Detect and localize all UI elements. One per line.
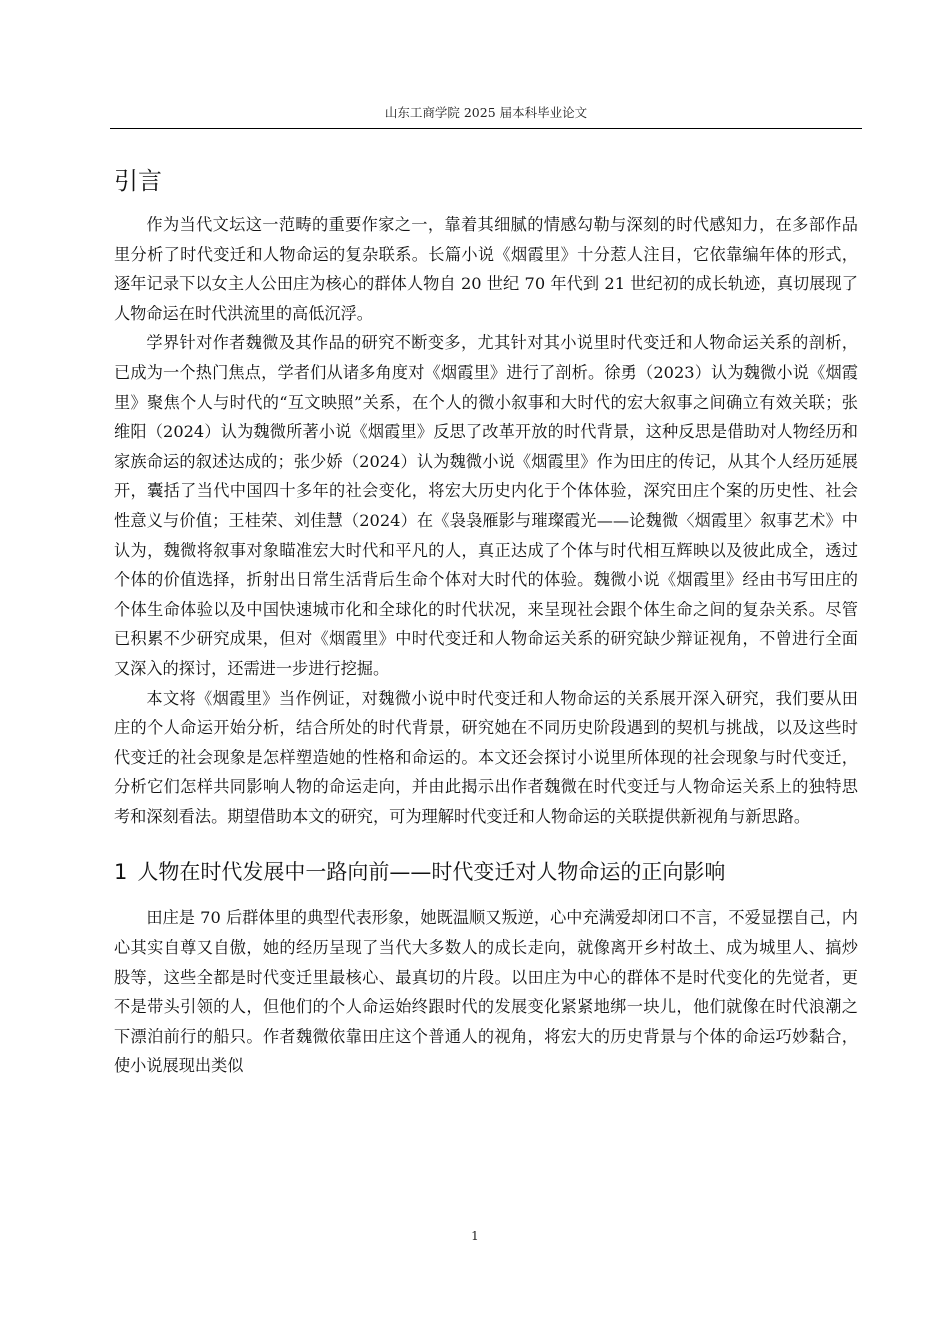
section-1-number: 1 <box>114 860 128 885</box>
section-1-paragraph-1: 田庄是 70 后群体里的典型代表形象，她既温顺又叛逆，心中充满爱却闭口不言，不爱显摆自己，内心其实自尊又自傲，她的经历呈现了当代大多数人的成长走向，就像离开乡村故土、成为城里人、搞炒股等，这些全都是时代变迁里最核心、最真切的片段。以田庄为中心的群体不是时代变化的先觉者，更不是带头引领的人，但他们的个人命运始终跟时代的发展变化紧紧地绑一块儿，他们就像在时代浪潮之下漂泊前行的船只。作者魏微依靠田庄这个普通人的视角，将宏大的历史背景与个体的命运巧妙黏合，使小说展现出类似 <box>114 908 858 1076</box>
intro-heading: 引言 <box>114 167 162 195</box>
section-1-heading <box>114 857 858 887</box>
page-number: 1 <box>471 1229 479 1243</box>
header-rule <box>110 128 862 129</box>
section-1-title: 人物在时代发展中一路向前——时代变迁对人物命运的正向影响 <box>137 860 726 885</box>
intro-paragraph-1: 作为当代文坛这一范畴的重要作家之一，靠着其细腻的情感勾勒与深刻的时代感知力，在多部作品里分析了时代变迁和人物命运的复杂联系。长篇小说《烟霞里》十分惹人注目，它依靠编年体的形式，逐年记录下以女主人公田庄为核心的群体人物自 20 世纪 70 年代到 21 世纪初的成长轨迹，真切展现了人物命运在时代洪流里的高低沉浮。 <box>114 215 858 323</box>
intro-paragraph-3: 本文将《烟霞里》当作例证，对魏微小说中时代变迁和人物命运的关系展开深入研究，我们要从田庄的个人命运开始分析，结合所处的时代背景，研究她在不同历史阶段遇到的契机与挑战，以及这些时代变迁的社会现象是怎样塑造她的性格和命运的。本文还会探讨小说里所体现的社会现象与时代变迁，分析它们怎样共同影响人物的命运走向，并由此揭示出作者魏微在时代变迁与人物命运关系上的独特思考和深刻看法。期望借助本文的研究，可为理解时代变迁和人物命运的关联提供新视角与新思路。 <box>114 688 858 826</box>
intro-paragraph-2: 学界针对作者魏微及其作品的研究不断变多，尤其针对其小说里时代变迁和人物命运关系的剖析，已成为一个热门焦点，学者们从诸多角度对《烟霞里》进行了剖析。徐勇（2023）认为魏微小说《烟霞里》聚焦个人与时代的“互文映照”关系，在个人的微小叙事和大时代的宏大叙事之间确立有效关联；张维阳（2024）认为魏微所著小说《烟霞里》反思了改革开放的时代背景，这种反思是借助对人物经历和家族命运的叙述达成的；张少娇（2024）认为魏微小说《烟霞里》作为田庄的传记，从其个人经历延展开，囊括了当代中国四十多年的社会变化，将宏大历史内化于个体体验，深究田庄个案的历史性、社会性意义与价值；王桂荣、刘佳慧（2024）在《袅袅雁影与璀璨霞光——论魏微〈烟霞里〉叙事艺术》中认为，魏微将叙事对象瞄准宏大时代和平凡的人，真正达成了个体与时代相互辉映以及彼此成全，透过个体的价值选择，折射出日常生活背后生命个体对大时代的体验。魏微小说《烟霞里》经由书写田庄的个体生命体验以及中国快速城市化和全球化的时代状况，来呈现社会跟个体生命之间的复杂关系。尽管已积累不少研究成果，但对《烟霞里》中时代变迁和人物命运关系的研究缺少辩证视角，不曾进行全面又深入的探讨，还需进一步进行挖掘。 <box>114 333 858 678</box>
page-content <box>114 164 858 1081</box>
running-header: 山东工商学院 2025 届本科毕业论文 <box>384 105 588 120</box>
